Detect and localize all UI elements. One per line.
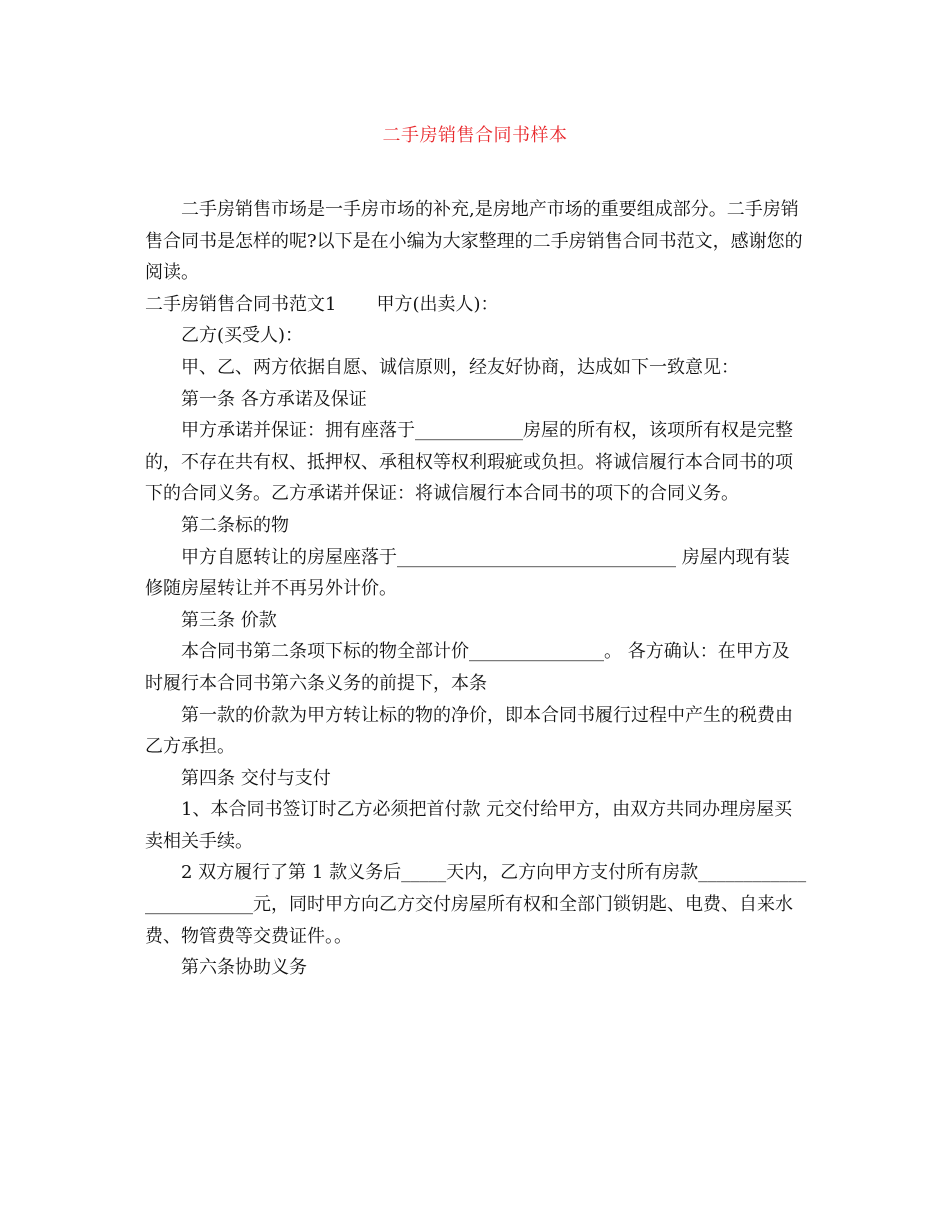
party-a-label: 甲方(出卖人)： — [376, 293, 499, 315]
article-4-title: 第四条 交付与支付 — [181, 767, 331, 789]
document-body — [145, 194, 807, 984]
article-2-body: 甲方自愿转让的房屋座落于_______________________________ 房屋内现有装修随房屋转让并不再另外计价。 — [145, 546, 790, 600]
article-4-item-1: 1、本合同书签订时乙方必须把首付款 元交付给甲方，由双方共同办理房屋买卖相关手续。 — [145, 799, 793, 852]
article-6-title: 第六条协助义务 — [181, 957, 307, 979]
article-3-body-continued: 第一款的价款为甲方转让标的物的净价，即本合同书履行过程中产生的税费由乙方承担。 — [145, 704, 793, 758]
agreement-paragraph: 甲、乙、两方依据自愿、诚信原则，经友好协商，达成如下一致意见： — [181, 356, 739, 378]
document-title: 二手房销售合同书样本 — [382, 125, 568, 146]
article-3-title: 第三条 价款 — [181, 609, 277, 631]
intro-paragraph: 二手房销售市场是一手房市场的补充,是房地产市场的重要组成部分。二手房销售合同书是怎样的呢?以下是在小编为大家整理的二手房销售合同书范文，感谢您的阅读。 — [145, 199, 803, 284]
party-b-label: 乙方(买受人)： — [181, 325, 304, 347]
article-1-body: 甲方承诺并保证：拥有座落于____________房屋的所有权，该项所有权是完整的，不存在共有权、抵押权、承租权等权利瑕疵或负担。将诚信履行本合同书的项下的合同义务。乙方承诺并保证：将诚信履行本合同书的项下的合同义务。 — [145, 420, 793, 505]
article-3-body: 本合同书第二条项下标的物全部计价_______________。 各方确认：在甲方及时履行本合同书第六条义务的前提下，本条 — [145, 641, 790, 694]
article-1-title: 第一条 各方承诺及保证 — [181, 388, 367, 410]
sample-heading: 二手房销售合同书范文1 — [145, 293, 337, 315]
sample-heading-line — [145, 289, 807, 321]
article-2-title: 第二条标的物 — [181, 514, 289, 536]
article-4-item-2: 2 双方履行了第 1 款义务后_____天内，乙方向甲方支付所有房款________________________元，同时甲方向乙方交付房屋所有权和全部门锁钥匙、电费、自来水费、物管费等交费证件。。 — [145, 862, 807, 947]
